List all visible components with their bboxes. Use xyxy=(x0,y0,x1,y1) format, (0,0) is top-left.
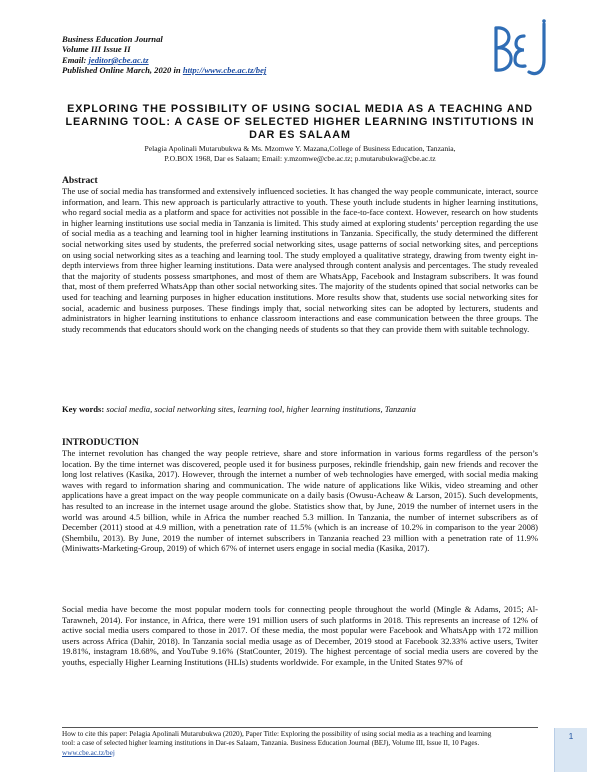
keywords-text: social media, social networking sites, learning tool, higher learning institutions, Tanzania xyxy=(106,404,416,414)
keywords-label: Key words: xyxy=(62,404,105,414)
journal-volume: Volume III Issue II xyxy=(62,44,131,55)
author-line-1: Pelagia Apolinali Mutarubukwa & Ms. Mzomwe Y. Mazana,College of Business Education, Tanzania, xyxy=(144,144,456,153)
introduction-heading: INTRODUCTION xyxy=(62,437,139,448)
email-label: Email: xyxy=(62,54,87,65)
page-number: 1 xyxy=(568,731,574,741)
keywords-line xyxy=(62,404,538,414)
abstract-text: The use of social media has transformed and extensively influenced societies. It has changed the way people communicate, interact, source information, and learn. This new approach is particularly attractive to youth. These youth include students in higher learning institutions, who regard social media as a platform and space for activities not possible in the face-to-face context. However, research on how students in higher learning institutions use social media in Tanzania is limited. This study aimed at exploring students’ perception regarding the use of social media as a teaching and learning tool in higher learning institutions in Tanzania. Specifically, the study determined the different social networking sites used by students, the preferred social networking sites, usage patterns of social networking sites, and perceptions on using social networking sites as a teaching and learning tool. The study employed a qualitative strategy, drawing from twenty eight in-depth interviews from three higher learning institutions. Data were analysed through content analysis and percentages. The study revealed that the majority of students possess smartphones, and most of them are WhatsApp, Facebook and Instagram subscribers. It was found that, most of them preferred WhatsApp than other social networking sites. The majority of the students opined that social networks can be used for teaching and learning purposes in higher education institutions. More results show that, students use social networking sites for social, academic and business purposes. These findings imply that, social networking sites can be adopted by lecturers, students and administrators in higher learning institutions to enhance classroom interactions and ease communication between the three groups. The study recommends that educators should work on the changing needs of students so that they can provide them with suitable technology. xyxy=(62,186,538,334)
citation-footer xyxy=(62,730,502,758)
author-block xyxy=(80,144,520,164)
abstract-heading: Abstract xyxy=(62,175,98,186)
journal-email-line xyxy=(62,55,266,65)
paper-title: EXPLORING THE POSSIBILITY OF USING SOCIAL MEDIA AS A TEACHING AND LEARNING TOOL: A CASE OF SELECTED HIGHER LEARNING INSTITUTIONS IN DAR ES SALAAM xyxy=(65,103,535,141)
journal-url-link[interactable]: http://www.cbe.ac.tz/bej xyxy=(182,65,267,76)
citation-link[interactable]: www.cbe.ac.tz/bej xyxy=(62,748,115,757)
published-line xyxy=(62,65,266,75)
email-link[interactable]: jeditor@cbe.ac.tz xyxy=(88,54,149,65)
footer-divider xyxy=(62,727,538,728)
introduction-paragraph-1: The internet revolution has changed the way people retrieve, share and store information in various forms regardless of the person’s location. By the time internet was discovered, people used it for business purposes, rekindle friendship, gain new friends and recover the long lost relatives (Kasika, 2017). However, through the internet a number of web technologies have emerged, with social media making waves with regard to information sharing and communication. The wide nature of applications like Wikis, video streaming and other applications have a great impact on the way people communicate on a daily basis (Owusu-Acheaw & Larson, 2015). Such developments, has resulted to an increase in the internet usage around the globe. Statistics show that, by June, 2019 the number of internet users in the world was around 4.5 billion, while in Africa the number reached 5.3 million. In Tanzania, the number of internet subscribers as of December (2011) stood at 4.9 million, with a penetration rate of 11.5% (which is an increase of 10.2% in comparison to the year 2008) (Shembilu, 2013). By June, 2019 the number of internet subscribers in Tanzania reached 23 million with a penetration rate of 11.9% (Miniwatts-Marketing-Group, 2019) of which 67% of internet users engage in social media (Kasika, 2017). xyxy=(62,448,538,554)
page-number-box xyxy=(554,728,587,772)
bej-logo xyxy=(488,18,556,82)
introduction-paragraph-2: Social media have become the most popular modern tools for connecting people throughout the world (Mingle & Adams, 2015; Al-Tarawneh, 2014). For instance, in Africa, there were 191 million users of such platforms in 2018. This represents an increase of 12% of active social media users compared to those in 2017. Of these media, the most popular were Facebook and WhatsApp with 172 million users across Africa (Dahir, 2018). In Tanzania social media usage as of December, 2019 stood at Facebook 32.33% active users, Twiter 19.81%, instagram 18.68%, and YouTube 9.16% (StatCounter, 2019). The highest percentage of social media users are covered by the youths, especially Higher Learning Institutions (HLIs) students worldwide. For example, in the United States 97% of xyxy=(62,604,538,667)
published-label: Published Online March, 2020 in xyxy=(62,65,181,76)
citation-text: How to cite this paper: Pelagia Apolinali Mutarubukwa (2020), Paper Title: Exploring the possibility of using social media as a teaching and learning tool: a case of selected higher learning institutions in Dar-es Salaam, Tanzania. Business Education Journal (BEJ), Volume III, Issue II, 10 Pages. xyxy=(62,730,492,748)
author-line-2: P.O.BOX 1968, Dar es Salaam; Email: y.mzomwe@cbe.ac.tz; p.mutarubukwa@cbe.ac.tz xyxy=(164,154,436,163)
journal-header xyxy=(62,34,266,76)
journal-name: Business Education Journal xyxy=(62,34,163,44)
